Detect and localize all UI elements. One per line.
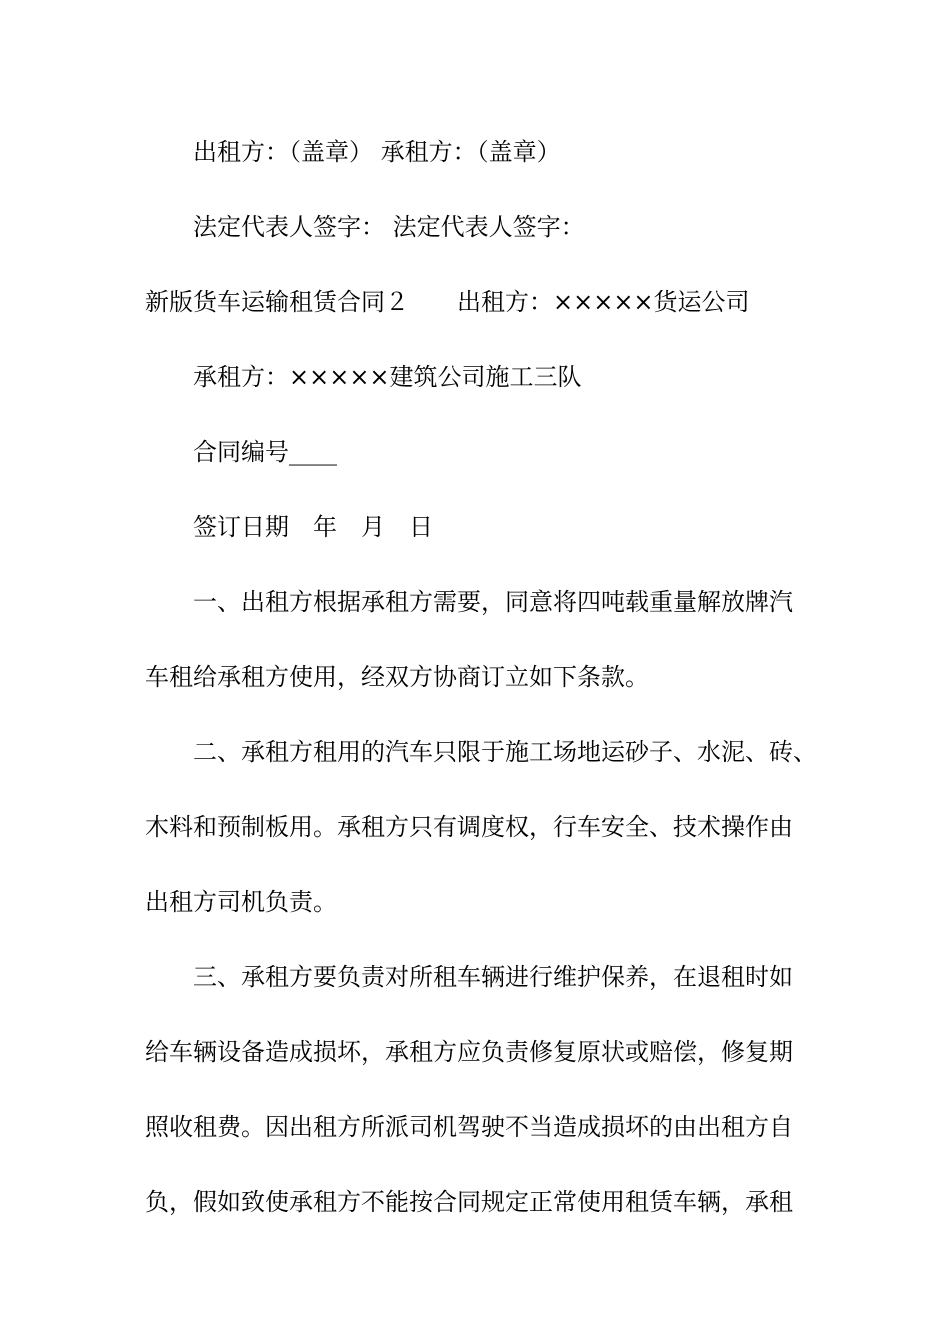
legal-representative-signature-line: 法定代表人签字： 法定代表人签字：: [193, 213, 585, 241]
signing-date: 签订日期 年 月 日: [193, 513, 433, 541]
clause-1-line-1: 一、出租方根据承租方需要，同意将四吨载重量解放牌汽: [193, 588, 793, 616]
clause-1-line-2: 车租给承租方使用，经双方协商订立如下条款。: [145, 663, 649, 691]
clause-3-line-2: 给车辆设备造成损坏，承租方应负责修复原状或赔偿，修复期: [145, 1038, 793, 1066]
lessor-party: 出租方：×××××货运公司: [457, 288, 750, 316]
signature-seal-line: 出租方：（盖章） 承租方：（盖章）: [193, 138, 561, 166]
clause-2-line-1: 二、承租方租用的汽车只限于施工场地运砂子、水泥、砖、: [193, 738, 817, 766]
clause-3-line-1: 三、承租方要负责对所租车辆进行维护保养，在退租时如: [193, 963, 793, 991]
contract-title: 新版货车运输租赁合同２: [145, 288, 409, 316]
contract-title-row: [145, 286, 750, 318]
clause-2-line-2: 木料和预制板用。承租方只有调度权，行车安全、技术操作由: [145, 813, 793, 841]
clause-3-line-3: 照收租费。因出租方所派司机驾驶不当造成损坏的由出租方自: [145, 1113, 793, 1141]
clause-3-line-4: 负，假如致使承租方不能按合同规定正常使用租赁车辆，承租: [145, 1188, 793, 1216]
clause-2-line-3: 出租方司机负责。: [145, 888, 337, 916]
contract-number: 合同编号____: [193, 438, 337, 466]
lessee-party: 承租方：×××××建筑公司施工三队: [193, 363, 582, 391]
